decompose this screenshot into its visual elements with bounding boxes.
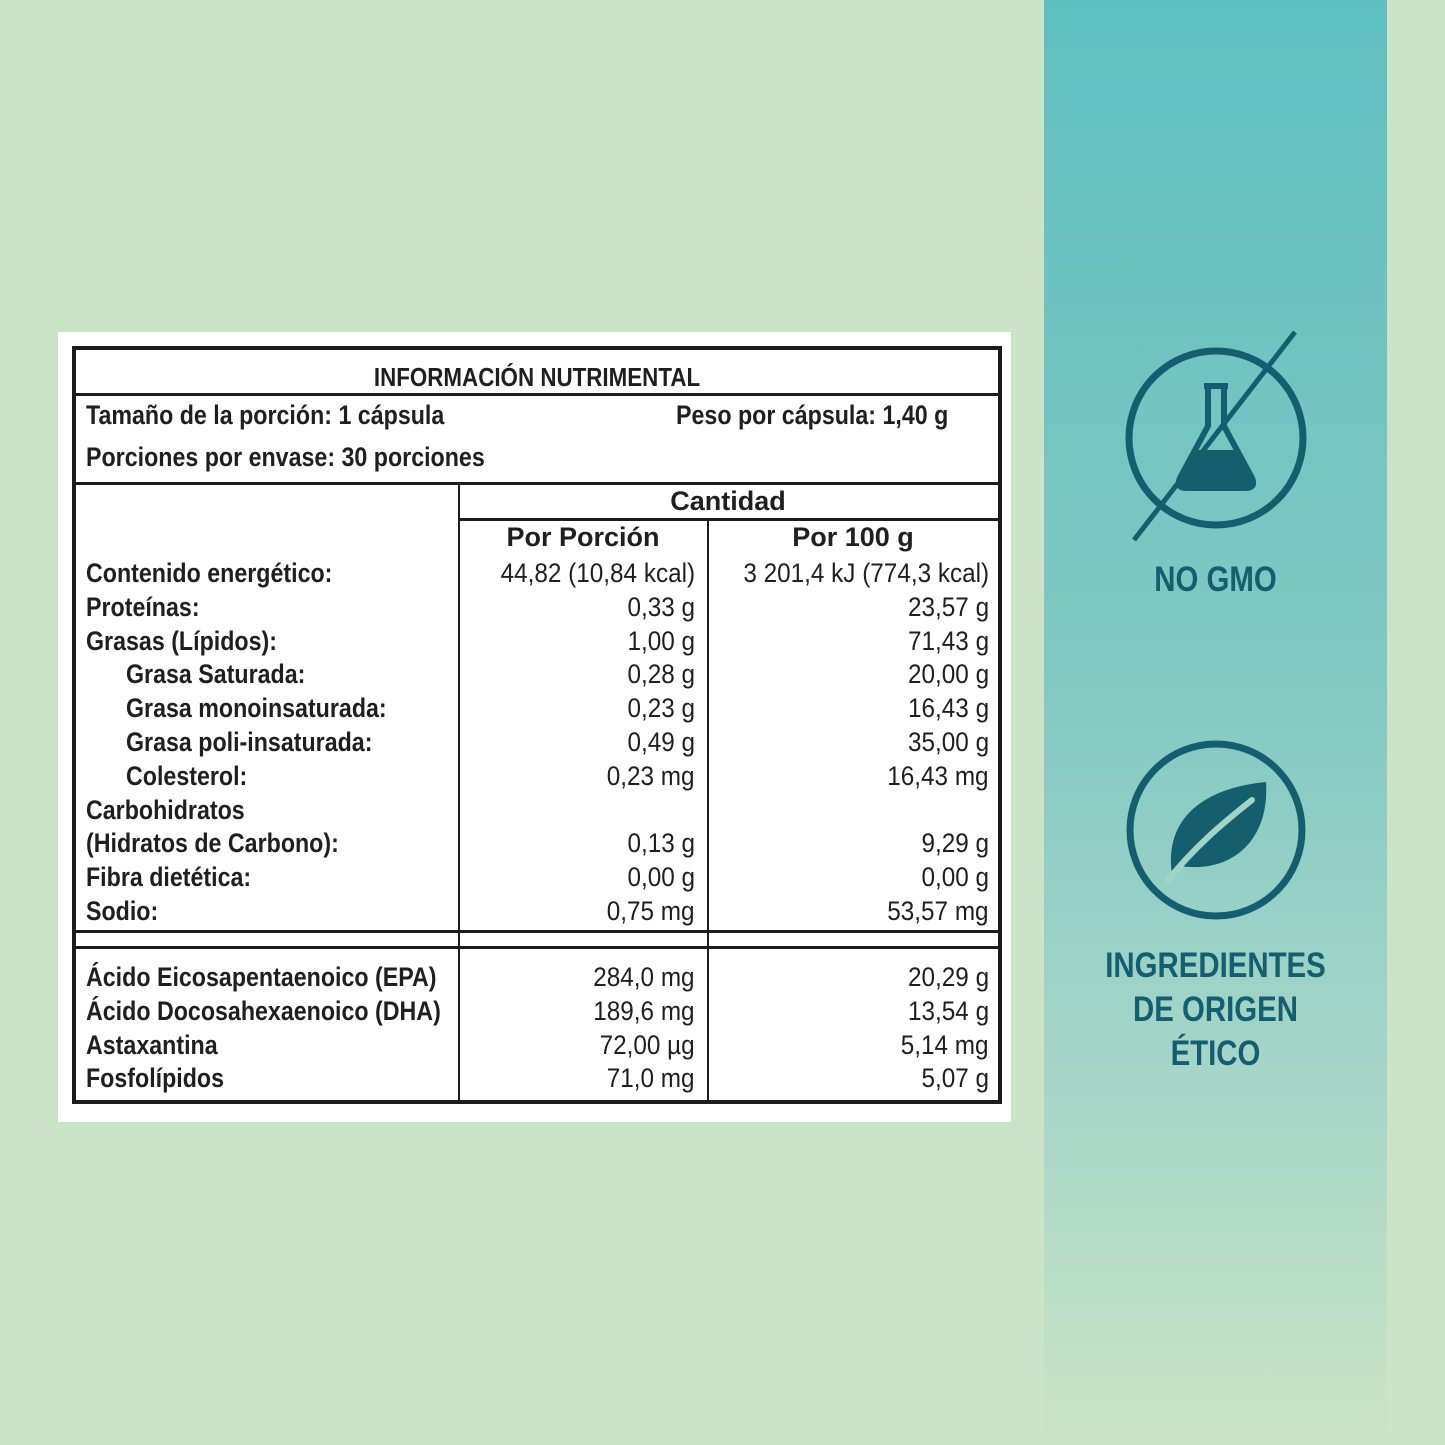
value-per-serving: 0,00 g	[627, 862, 695, 893]
quantity-header: Cantidad	[670, 486, 786, 516]
no-gmo-flask-icon	[1118, 328, 1314, 548]
table-row	[76, 590, 998, 624]
ethical-line-2: DE ORIGEN	[1132, 990, 1298, 1029]
value-per-serving: 0,13 g	[627, 828, 695, 859]
value-per-serving: 0,23 g	[627, 693, 695, 724]
nutrient-name: Colesterol:	[126, 760, 248, 791]
table-row	[76, 894, 998, 928]
nutrient-name: Proteínas:	[86, 591, 200, 622]
table-row	[76, 860, 998, 894]
table-row	[76, 657, 998, 691]
value-per-100g: 20,00 g	[907, 659, 989, 690]
table-row	[76, 1061, 998, 1095]
nutrient-name: Grasa poli-insaturada:	[126, 727, 373, 757]
table-row	[76, 691, 998, 725]
value-per-100g: 13,54 g	[907, 995, 989, 1026]
value-per-100g: 0,00 g	[921, 862, 989, 893]
table-row	[76, 725, 998, 759]
value-per-serving: 71,0 mg	[607, 1063, 695, 1094]
side-band	[1044, 0, 1387, 1445]
value-per-serving: 72,00 µg	[599, 1029, 695, 1060]
nutrient-name: Grasa Saturada:	[126, 659, 306, 690]
value-per-100g: 9,29 g	[921, 828, 989, 859]
nutrition-label	[72, 346, 1002, 1104]
nutrient-name: Sodio:	[86, 896, 159, 926]
nutrient-name: Grasas (Lípidos):	[86, 625, 277, 656]
no-gmo-text: NO GMO	[1154, 560, 1277, 599]
table-row	[76, 556, 998, 590]
value-per-serving: 0,33 g	[627, 591, 695, 622]
value-per-100g: 71,43 g	[907, 625, 989, 656]
nutrient-name: Fosfolípidos	[86, 1063, 225, 1094]
col-per-serving: Por Porción	[506, 522, 660, 552]
value-per-serving: 0,23 mg	[607, 760, 695, 791]
value-per-serving: 0,49 g	[627, 727, 695, 757]
table-row	[76, 759, 998, 793]
value-per-serving: 0,75 mg	[607, 896, 695, 926]
value-per-serving: 44,82 (10,84 kcal)	[500, 558, 695, 588]
table-row	[76, 1028, 998, 1062]
value-per-serving: 284,0 mg	[593, 962, 695, 992]
value-per-100g: 16,43 g	[907, 693, 989, 724]
nutrient-name: Fibra dietética:	[86, 862, 252, 893]
label-title: INFORMACIÓN NUTRIMENTAL	[373, 362, 701, 392]
ethical-line-3: ÉTICO	[1170, 1034, 1261, 1073]
leaf-icon	[1124, 738, 1308, 922]
table-row	[76, 826, 998, 860]
table-row	[76, 793, 998, 827]
nutrient-name: Contenido energético:	[86, 558, 333, 588]
value-per-100g: 3 201,4 kJ (774,3 kcal)	[743, 558, 989, 588]
value-per-100g: 23,57 g	[907, 591, 989, 622]
divider	[76, 930, 998, 933]
value-per-serving: 189,6 mg	[593, 995, 695, 1026]
value-per-serving: 0,28 g	[627, 659, 695, 690]
value-per-100g: 5,07 g	[921, 1063, 989, 1094]
nutrient-name: Grasa monoinsaturada:	[126, 693, 387, 724]
nutrient-name: (Hidratos de Carbono):	[86, 828, 339, 859]
servings-per-container: Porciones por envase: 30 porciones	[86, 442, 485, 472]
divider	[76, 946, 998, 949]
table-row	[76, 624, 998, 658]
value-per-100g: 35,00 g	[907, 727, 989, 757]
ethical-line-1: INGREDIENTES	[1105, 946, 1326, 985]
value-per-100g: 53,57 mg	[887, 896, 989, 926]
nutrient-name: Ácido Docosahexaenoico (DHA)	[86, 995, 441, 1026]
serving-size: Tamaño de la porción: 1 cápsula	[86, 400, 445, 430]
nutrient-name: Astaxantina	[86, 1029, 218, 1060]
col-per-100g: Por 100 g	[792, 522, 914, 552]
table-row	[76, 960, 998, 994]
nutrient-name: Ácido Eicosapentaenoico (EPA)	[86, 962, 437, 992]
divider	[76, 393, 998, 396]
value-per-100g: 5,14 mg	[901, 1029, 989, 1060]
value-per-100g: 16,43 mg	[887, 760, 989, 791]
value-per-serving: 1,00 g	[627, 625, 695, 656]
value-per-100g: 20,29 g	[907, 962, 989, 992]
table-row	[76, 994, 998, 1028]
weight-per-capsule: Peso por cápsula: 1,40 g	[676, 400, 949, 430]
nutrient-name: Carbohidratos	[86, 794, 245, 825]
